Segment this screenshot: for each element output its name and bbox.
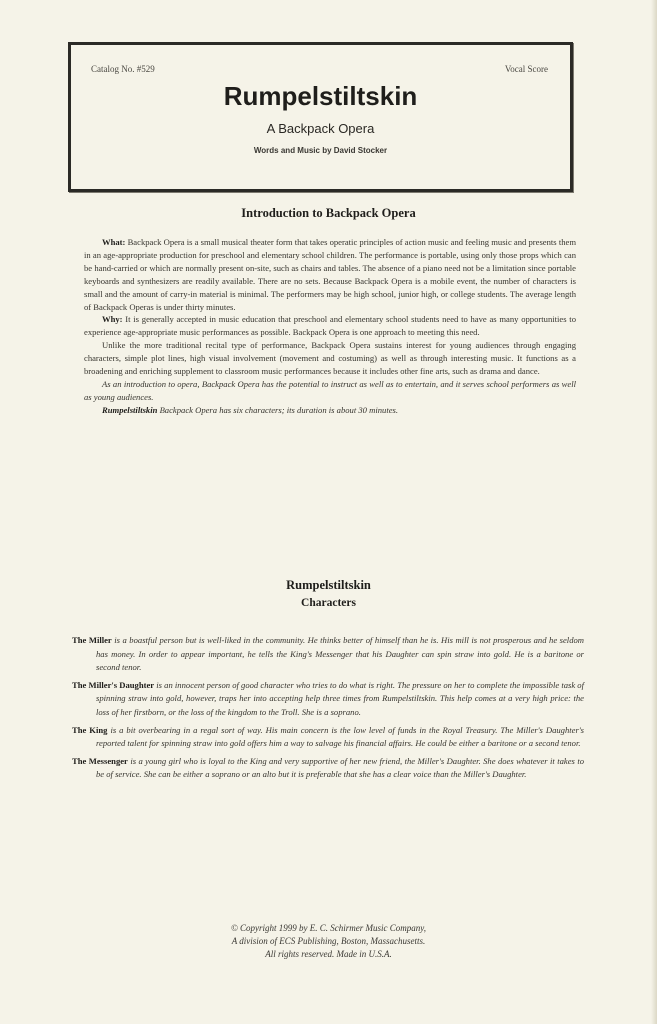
character-description: is a bit overbearing in a regal sort of way. His main concern is the low level of funds in the Royal Treasury. The Miller's Daughter's reported talent for spinning straw into gold offers him a way to salvage his financial affairs. He could be either a baritone or a second tenor. xyxy=(96,724,584,749)
character-description: is a boastful person but is well-liked in the community. He thinks better of himself than he is. His mill is not prosperous and he seldom has money. In order to appear important, he tells the King's Messenger that his Daughter can spin straw into gold. He is a baritone or second tenor. xyxy=(96,635,584,673)
intro-heading: Introduction to Backpack Opera xyxy=(241,206,416,220)
title-box xyxy=(68,42,573,192)
intro-body xyxy=(84,236,576,417)
character-name: The King xyxy=(72,724,108,735)
character-entry xyxy=(72,634,584,675)
duration-lead: Rumpelstiltskin xyxy=(102,404,158,415)
character-entry xyxy=(72,679,584,720)
intro-paragraph-5 xyxy=(84,404,576,417)
character-description: is a young girl who is loyal to the King and very supportive of her new friend, the Miller's Daughter. She does whatever it takes to be of service. She can be either a soprano or an alto but it is preferable that she has a clear voice than the Miller's Daughter. xyxy=(96,755,584,780)
why-text: It is generally accepted in music education that preschool and elementary school students need to have as many opportunities to experience age-appropriate music performances as possible. Backpack Opera is one approach to meeting this need. xyxy=(84,314,576,338)
what-lead: What: xyxy=(102,237,126,247)
copyright-notice xyxy=(0,922,657,961)
copyright-line: A division of ECS Publishing, Boston, Massachusetts. xyxy=(231,936,426,946)
why-paragraph xyxy=(84,313,576,339)
catalog-number: Catalog No. #529 xyxy=(91,64,155,74)
intro-paragraph-4: As an introduction to opera, Backpack Opera has the potential to instruct as well as to entertain, and it serves school performers as well as young audiences. xyxy=(84,378,576,402)
character-entry xyxy=(72,755,584,782)
copyright-line: © Copyright 1999 by E. C. Schirmer Music Company, xyxy=(230,923,427,933)
duration-text: Backpack Opera has six characters; its duration is about 30 minutes. xyxy=(159,404,399,415)
characters-subtitle: Characters xyxy=(301,597,356,609)
character-name: The Miller xyxy=(72,635,112,645)
why-lead: Why: xyxy=(102,314,123,325)
character-name: The Miller's Daughter xyxy=(72,679,155,690)
intro-paragraph-3: Unlike the more traditional recital type of performance, Backpack Opera sustains interest for young audiences through engaging characters, simple plot lines, high visual involvement (movement and costuming) as well as through interesting music. It functions as a broadening and enriching supplement to classroom music performances because it includes other fine arts, such as drama and dance. xyxy=(84,340,576,377)
what-paragraph xyxy=(84,236,576,313)
score-type-label: Vocal Score xyxy=(504,64,548,74)
copyright-line: All rights reserved. Made in U.S.A. xyxy=(265,949,392,959)
character-list xyxy=(72,634,584,786)
work-title: Rumpelstiltskin xyxy=(223,81,418,111)
what-text: Backpack Opera is a small musical theater form that takes operatic principles of action music and feeling music and presents them in an age-appropriate production for preschool and elementary school children. The performance is portable, using only those props which can be hand-carried or which are normally present on-site, such as chairs and tables. The absence of a piano need not be a limitation since portable keyboards and synthesizers are readily available. There are no sets. Because Backpack Opera is a mobile event, the number of characters is small and the amount of carry-in material is minimal. The performers may be high school, junior high, or college students. The average length of Backpack Operas is under thirty minutes. xyxy=(84,237,577,312)
character-name: The Messenger xyxy=(72,755,128,766)
work-subtitle: A Backpack Opera xyxy=(266,121,375,136)
characters-title: Rumpelstiltskin xyxy=(286,578,371,592)
credits-line: Words and Music by David Stocker xyxy=(253,146,388,155)
character-description: is an innocent person of good character who tries to do what is right. The pressure on her to complete the impossible task of spinning straw into gold, however, traps her into accepting help three times from Rumpelstiltskin. This help comes at a very high price: the loss of her firstborn, or the loss of the kingdom to the Troll. She is a soprano. xyxy=(96,679,584,717)
character-entry xyxy=(72,724,584,751)
